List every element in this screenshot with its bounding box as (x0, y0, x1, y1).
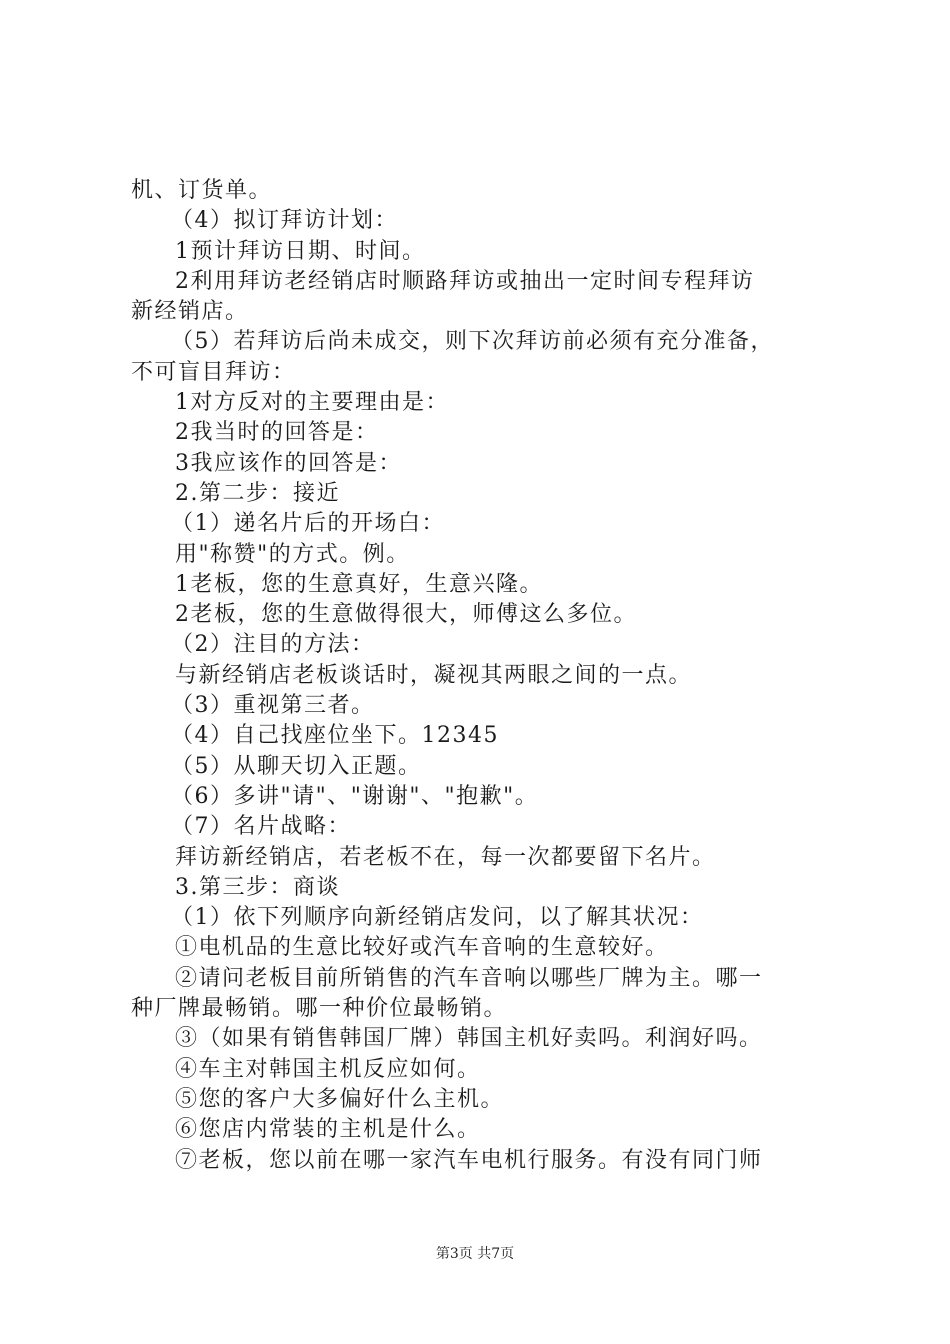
text-line: 拜访新经销店，若老板不在，每一次都要留下名片。 (175, 844, 716, 870)
text-line: ④车主对韩国主机反应如何。 (175, 1056, 481, 1082)
text-line: （4）自己找座位坐下。12345 (171, 723, 499, 749)
text-line: （2）注目的方法： (171, 632, 375, 658)
text-line: （4）拟订拜访计划： (171, 208, 398, 234)
text-line: （7）名片战略： (171, 814, 351, 840)
text-line: （3）重视第三者。 (171, 693, 375, 719)
text-line: ③（如果有销售韩国厂牌）韩国主机好卖吗。利润好吗。 (175, 1026, 763, 1052)
text-line: 2.第二步：接近 (175, 480, 340, 506)
page-number-label: 第3页 共7页 (435, 1246, 515, 1262)
text-line: 2利用拜访老经销店时顺路拜访或抽出一定时间专程拜访 (175, 268, 755, 294)
text-line: ⑤您的客户大多偏好什么主机。 (175, 1086, 505, 1112)
text-line: 1老板，您的生意真好，生意兴隆。 (175, 571, 543, 597)
document-body (131, 176, 831, 1176)
text-line: 3我应该作的回答是： (175, 450, 402, 476)
text-line: 与新经销店老板谈话时，凝视其两眼之间的一点。 (175, 662, 693, 688)
text-line: 3.第三步：商谈 (175, 874, 340, 900)
text-line: 新经销店。 (131, 299, 249, 325)
text-line: ②请问老板目前所销售的汽车音响以哪些厂牌为主。哪一 (175, 965, 763, 991)
text-line: ⑥您店内常装的主机是什么。 (175, 1117, 481, 1143)
text-line: 1对方反对的主要理由是： (175, 390, 449, 416)
text-line: （5）从聊天切入正题。 (171, 753, 422, 779)
text-line: 2我当时的回答是： (175, 420, 379, 446)
text-line: 种厂牌最畅销。哪一种价位最畅销。 (131, 996, 508, 1022)
text-line: 用"称赞"的方式。例。 (175, 541, 410, 567)
page-footer (0, 1244, 950, 1264)
text-line: （1）递名片后的开场白： (171, 511, 445, 537)
text-line: 1预计拜访日期、时间。 (175, 238, 426, 264)
text-line: （1）依下列顺序向新经销店发问，以了解其状况： (171, 905, 704, 931)
text-line: ①电机品的生意比较好或汽车音响的生意较好。 (175, 935, 669, 961)
text-line: 机、订货单。 (131, 178, 273, 203)
text-line: （5）若拜访后尚未成交，则下次拜访前必须有充分准备， (171, 329, 774, 355)
text-line: 不可盲目拜访： (131, 359, 296, 385)
text-line: ⑦老板，您以前在哪一家汽车电机行服务。有没有同门师 (175, 1147, 763, 1173)
text-line: （6）多讲"请"、"谢谢"、"抱歉"。 (171, 783, 539, 809)
text-line: 2老板，您的生意做得很大，师傅这么多位。 (175, 602, 637, 628)
